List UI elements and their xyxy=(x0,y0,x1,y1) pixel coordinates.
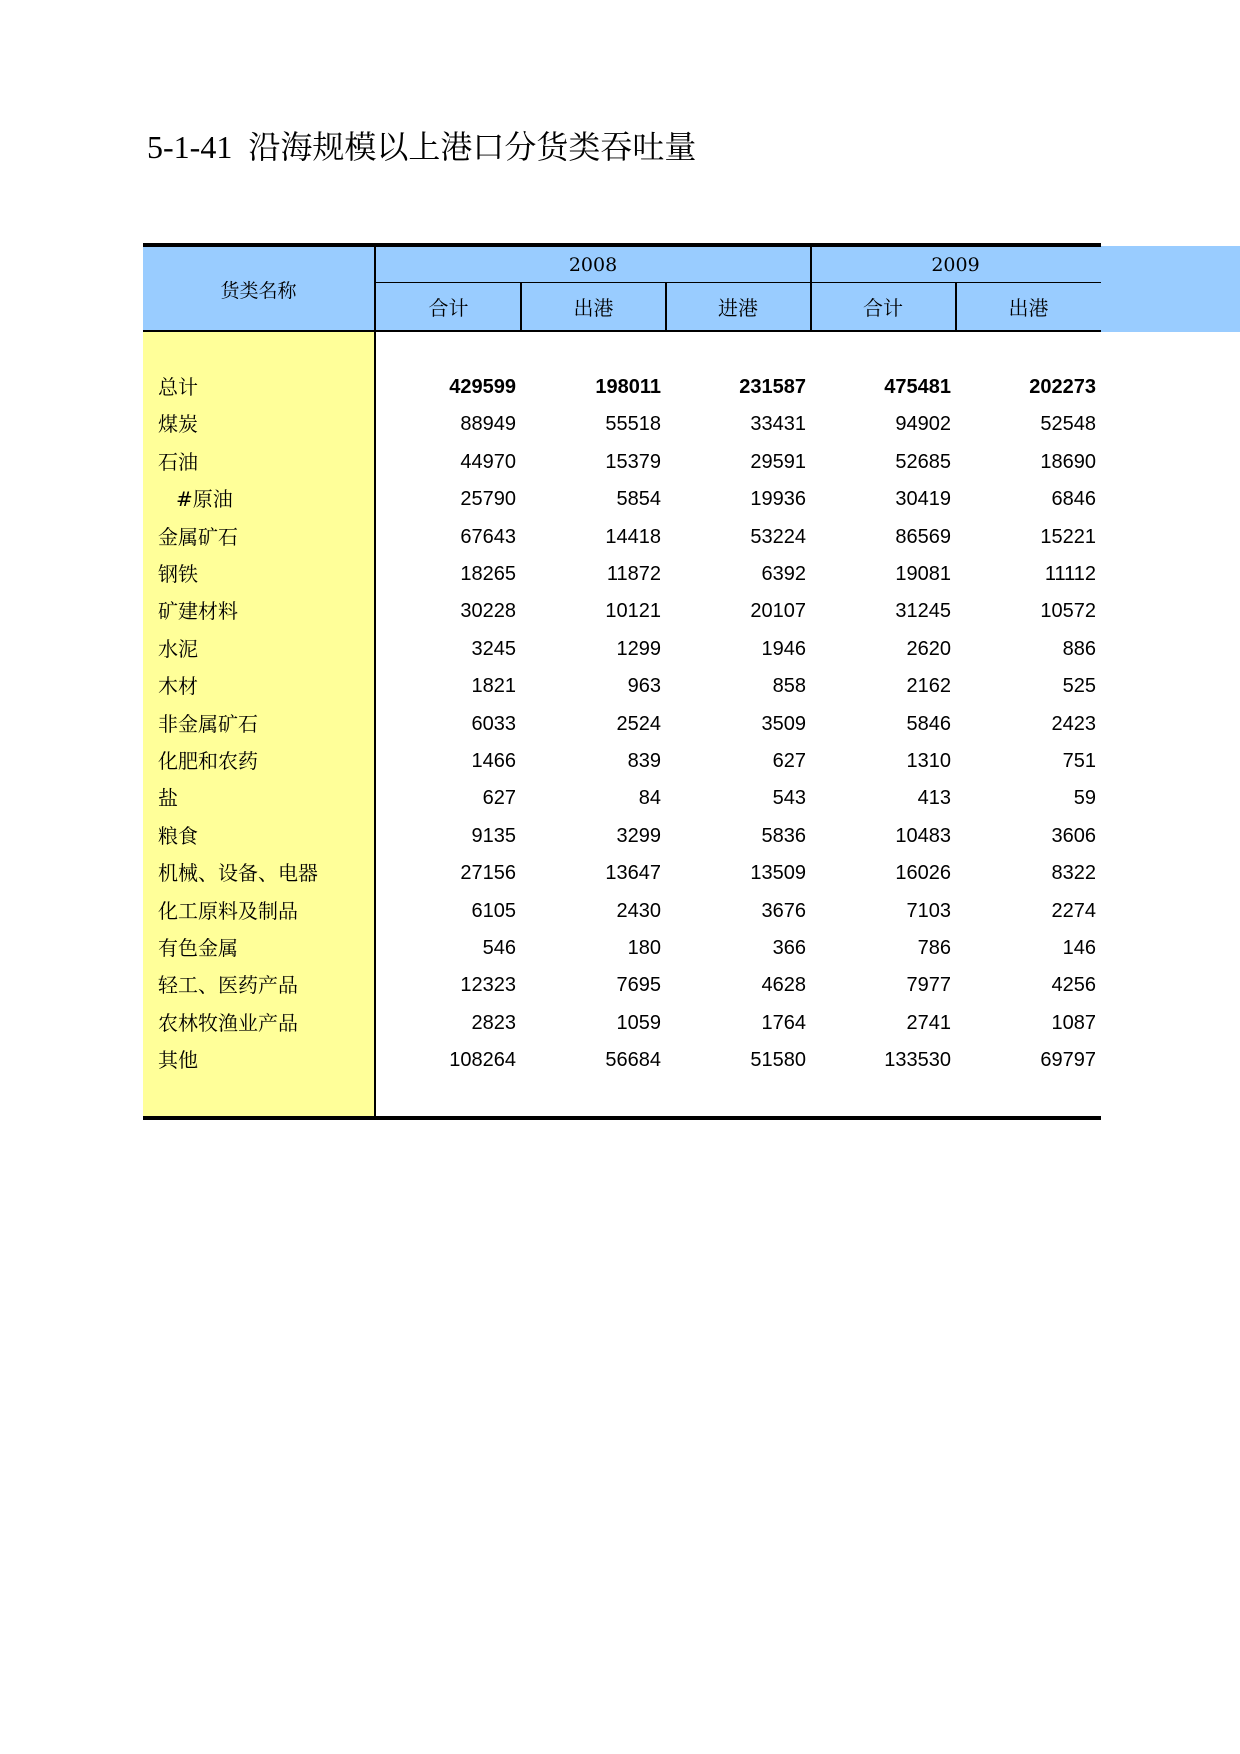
cell-value: 6846 xyxy=(1051,488,1096,511)
cell-value: 9135 xyxy=(471,824,516,847)
table-row xyxy=(0,369,1240,406)
cell-value: 3509 xyxy=(761,712,806,735)
table-row xyxy=(0,556,1240,593)
top-rule xyxy=(143,243,1101,247)
year-header-2009: 2009 xyxy=(931,254,980,276)
cell-value: 2423 xyxy=(1051,712,1096,735)
cell-value: 19081 xyxy=(895,563,951,585)
row-label: 机械、设备、电器 xyxy=(158,861,318,886)
table-row xyxy=(0,855,1240,892)
cell-value: 1946 xyxy=(761,637,806,660)
cell-value: 963 xyxy=(627,675,661,698)
cell-value: 1821 xyxy=(471,675,516,698)
cell-value: 53224 xyxy=(750,525,806,548)
cell-value: 1299 xyxy=(616,637,661,660)
cell-value: 886 xyxy=(1062,637,1096,660)
cell-value: 3606 xyxy=(1051,824,1096,847)
cell-value: 10483 xyxy=(895,824,951,847)
cell-value: 4256 xyxy=(1051,974,1096,997)
subheader-total-2009: 合计 xyxy=(863,296,903,320)
cell-value: 52685 xyxy=(895,450,951,473)
cell-value: 15379 xyxy=(605,450,661,473)
cell-value: 366 xyxy=(772,937,806,959)
column-header-name-label: 货类名称 xyxy=(220,279,297,302)
table-row xyxy=(0,406,1240,443)
cell-value: 5846 xyxy=(906,712,951,735)
cell-value: 627 xyxy=(772,750,806,772)
row-label: 其他 xyxy=(158,1048,198,1073)
cell-value: 51580 xyxy=(750,1049,806,1072)
header-divider xyxy=(810,246,812,332)
row-label: 煤炭 xyxy=(158,412,198,437)
cell-value: 18690 xyxy=(1040,450,1096,473)
cell-value: 2823 xyxy=(471,1011,516,1034)
header-divider xyxy=(665,283,667,332)
row-label: 总计 xyxy=(158,375,198,399)
row-label: 化肥和农药 xyxy=(158,749,258,773)
table-title: 沿海规模以上港口分货类吞吐量 xyxy=(248,128,697,166)
table-row xyxy=(0,743,1240,780)
cell-value: 27156 xyxy=(460,862,516,885)
table-code: 5-1-41 xyxy=(147,129,233,165)
row-label: 金属矿石 xyxy=(158,524,238,549)
subheader-outbound-2009: 出港 xyxy=(1008,296,1049,320)
cell-value: 133530 xyxy=(884,1049,951,1072)
column-header-name xyxy=(143,246,376,332)
row-label: 轻工、医药产品 xyxy=(158,973,298,998)
cell-value: 2620 xyxy=(906,637,951,660)
cell-value: 6105 xyxy=(471,899,516,922)
cell-value: 198011 xyxy=(595,376,661,398)
page-title xyxy=(147,122,696,168)
cell-value: 8322 xyxy=(1051,862,1096,885)
cell-value: 543 xyxy=(772,787,806,810)
table-row xyxy=(0,893,1240,930)
row-label: 石油 xyxy=(158,449,198,474)
cell-value: 52548 xyxy=(1040,413,1096,436)
cell-value: 30228 xyxy=(460,600,516,623)
year-header-2008: 2008 xyxy=(568,254,618,276)
cell-value: 30419 xyxy=(895,488,951,511)
cell-value: 7977 xyxy=(906,974,951,997)
cell-value: 546 xyxy=(482,937,516,959)
table-row xyxy=(0,444,1240,481)
row-label: 钢铁 xyxy=(158,562,198,586)
cell-value: 14418 xyxy=(605,525,661,548)
cell-value: 1059 xyxy=(616,1011,661,1034)
table-row xyxy=(0,668,1240,705)
cell-value: 475481 xyxy=(884,376,951,398)
table-row xyxy=(0,818,1240,855)
cell-value: 2524 xyxy=(616,712,661,735)
table-row xyxy=(0,780,1240,817)
cell-value: 231587 xyxy=(739,376,806,398)
table-row xyxy=(0,631,1240,668)
cell-value: 10121 xyxy=(605,600,661,623)
cell-value: 88949 xyxy=(460,413,516,436)
cell-value: 31245 xyxy=(895,600,951,623)
cell-value: 44970 xyxy=(460,450,516,473)
cell-value: 1764 xyxy=(761,1011,806,1034)
row-label: 木材 xyxy=(158,674,198,699)
subheader-total-2008: 合计 xyxy=(428,296,469,320)
cell-value: 69797 xyxy=(1040,1049,1096,1072)
row-label: 农林牧渔业产品 xyxy=(158,1010,298,1035)
subheader-outbound-2008: 出港 xyxy=(573,296,614,320)
table-row xyxy=(0,706,1240,743)
cell-value: 5836 xyxy=(761,824,806,847)
cell-value: 2274 xyxy=(1051,899,1096,922)
table-row xyxy=(0,519,1240,556)
cell-value: 33431 xyxy=(750,413,806,436)
cell-value: 3245 xyxy=(471,637,516,660)
cell-value: 1087 xyxy=(1051,1011,1096,1034)
cell-value: 786 xyxy=(917,937,951,959)
row-label: 水泥 xyxy=(158,636,198,661)
cell-value: 146 xyxy=(1062,937,1096,959)
subheader-inbound-2008: 进港 xyxy=(718,296,758,320)
row-label: 盐 xyxy=(158,786,178,811)
cell-value: 20107 xyxy=(750,600,806,623)
cell-value: 2430 xyxy=(616,899,661,922)
header-divider xyxy=(955,283,957,332)
row-label: 矿建材料 xyxy=(158,599,238,624)
cell-value: 6392 xyxy=(761,563,806,585)
cell-value: 180 xyxy=(627,937,661,959)
table-row xyxy=(0,1042,1240,1079)
cell-value: 13509 xyxy=(750,862,806,885)
cell-value: 29591 xyxy=(750,450,806,473)
cell-value: 839 xyxy=(627,750,661,772)
cell-value: 19936 xyxy=(750,488,806,511)
table-row xyxy=(0,481,1240,518)
cell-value: 525 xyxy=(1062,675,1096,698)
cell-value: 15221 xyxy=(1040,525,1096,548)
cell-value: 86569 xyxy=(895,525,951,548)
cell-value: 7103 xyxy=(906,899,951,922)
cell-value: 7695 xyxy=(616,974,661,997)
table-row xyxy=(0,930,1240,967)
cell-value: 13647 xyxy=(605,862,661,885)
cell-value: 55518 xyxy=(605,413,661,436)
row-label: 化工原料及制品 xyxy=(158,898,298,923)
cell-value: 12323 xyxy=(460,974,516,997)
cell-value: 858 xyxy=(772,675,806,698)
cell-value: 59 xyxy=(1073,787,1096,810)
cell-value: 84 xyxy=(638,787,661,810)
cell-value: 67643 xyxy=(460,525,516,548)
row-label: 粮食 xyxy=(158,823,198,848)
cell-value: 25790 xyxy=(460,488,516,511)
cell-value: 202273 xyxy=(1029,376,1096,398)
cell-value: 429599 xyxy=(449,376,516,398)
bottom-rule xyxy=(143,1116,1101,1120)
cell-value: 94902 xyxy=(895,413,951,436)
row-label: 非金属矿石 xyxy=(158,711,258,736)
table-row xyxy=(0,967,1240,1004)
table-row xyxy=(0,593,1240,630)
cell-value: 413 xyxy=(917,787,951,810)
cell-value: 3676 xyxy=(761,899,806,922)
cell-value: 16026 xyxy=(895,862,951,885)
cell-value: 627 xyxy=(482,787,516,810)
cell-value: 1466 xyxy=(471,750,516,772)
row-label: 有色金属 xyxy=(158,936,238,960)
cell-value: 11872 xyxy=(606,563,661,585)
cell-value: 2162 xyxy=(906,675,951,698)
cell-value: 4628 xyxy=(761,974,806,997)
table-row xyxy=(0,1005,1240,1042)
cell-value: 108264 xyxy=(449,1049,516,1072)
cell-value: 10572 xyxy=(1040,600,1096,623)
cell-value: 56684 xyxy=(605,1049,661,1072)
header-divider xyxy=(520,283,522,332)
cell-value: 2741 xyxy=(906,1011,951,1034)
row-label: #原油 xyxy=(176,487,233,512)
cell-value: 11112 xyxy=(1044,563,1096,585)
cell-value: 751 xyxy=(1062,750,1096,772)
cell-value: 18265 xyxy=(460,563,516,585)
cell-value: 3299 xyxy=(616,824,661,847)
cell-value: 1310 xyxy=(906,750,951,772)
cell-value: 5854 xyxy=(616,488,661,511)
cell-value: 6033 xyxy=(471,712,516,735)
